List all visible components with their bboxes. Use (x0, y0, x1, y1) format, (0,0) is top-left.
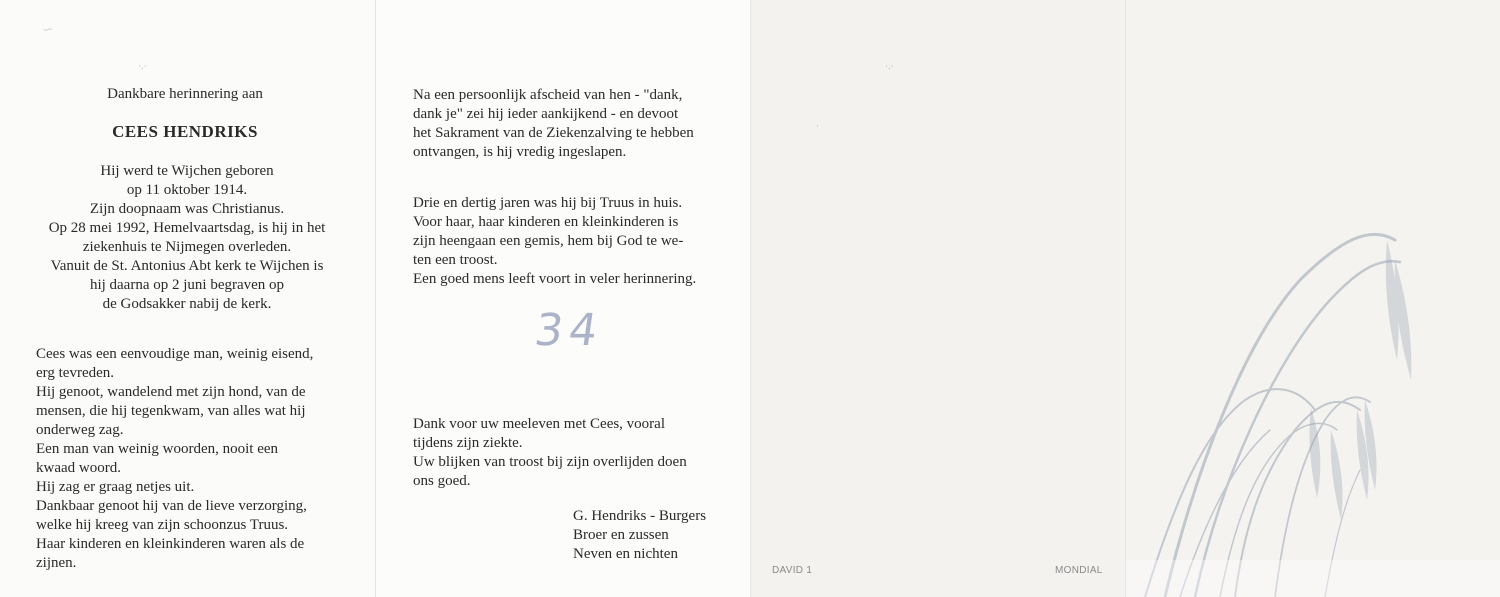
print-code-left: DAVID 1 (772, 565, 813, 576)
character-line: Een man van weinig woorden, nooit een (36, 441, 279, 457)
truus-line: Een goed mens leeft voort in veler herinnering. (413, 271, 697, 287)
fold-line (375, 0, 376, 597)
bio-line: Hij werd te Wijchen geboren (100, 163, 274, 179)
fold-line (750, 0, 751, 597)
character-line: erg tevreden. (36, 365, 115, 381)
speck-mark: ·.· (138, 62, 147, 72)
truus-line: ten een troost. (413, 252, 498, 268)
family-line: Neven en nichten (573, 546, 678, 562)
character-text (36, 345, 336, 573)
farewell-line: dank je" zei hij ieder aankijkend - en devoot (413, 106, 679, 122)
thanks-text (413, 415, 713, 491)
deceased-name: CEES HENDRIKS (112, 122, 258, 141)
bio-line: op 11 oktober 1914. (126, 182, 248, 198)
pencil-mark: ∽ (41, 21, 55, 39)
family-line: Broer en zussen (573, 527, 669, 543)
intro-text: Dankbare herinnering aan (107, 86, 263, 102)
character-line: onderweg zag. (36, 422, 124, 438)
farewell-line: Na een persoonlijk afscheid van hen - "dank, (413, 87, 683, 103)
character-line: mensen, die hij tegenkwam, van alles wat hij (36, 403, 306, 419)
truus-line: Voor haar, haar kinderen en kleinkinderen is (413, 214, 679, 230)
bio-line: hij daarna op 2 juni begraven op (89, 277, 285, 293)
farewell-line: het Sakrament van de Ziekenzalving te hebben (413, 125, 694, 141)
bio-line: Op 28 mei 1992, Hemelvaartsdag, is hij in het (48, 220, 326, 236)
grass-illustration-panel (1125, 0, 1500, 597)
grass-illustration (1125, 0, 1500, 597)
farewell-line: ontvangen, is hij vredig ingeslapen. (413, 144, 627, 160)
character-line: welke hij kreeg van zijn schoonzus Truus. (36, 517, 289, 533)
blank-back-panel (750, 0, 1125, 597)
bio-line: ziekenhuis te Nijmegen overleden. (82, 239, 292, 255)
memorial-middle-panel (375, 0, 750, 597)
thanks-line: tijdens zijn ziekte. (413, 435, 523, 451)
bio-line: de Godsakker nabij de kerk. (102, 296, 272, 312)
fold-line (1125, 0, 1126, 597)
speck-mark: ·.· (885, 62, 894, 72)
family-line: G. Hendriks - Burgers (573, 508, 707, 524)
speck-mark: · (816, 122, 819, 132)
thanks-line: ons goed. (413, 473, 471, 489)
bio-line: Zijn doopnaam was Christianus. (89, 201, 285, 217)
thanks-line: Dank voor uw meeleven met Cees, vooral (413, 416, 666, 432)
biography-text (36, 162, 338, 314)
character-line: Cees was een eenvoudige man, weinig eisend, (36, 346, 314, 362)
bio-line: Vanuit de St. Antonius Abt kerk te Wijchen is (50, 258, 324, 274)
handwritten-number: 34 (531, 305, 607, 356)
character-line: Hij genoot, wandelend met zijn hond, van de (36, 384, 306, 400)
character-line: Hij zag er graag netjes uit. (36, 479, 195, 495)
family-signature (573, 507, 706, 564)
farewell-text (413, 86, 713, 162)
truus-line: Drie en dertig jaren was hij bij Truus in huis. (413, 195, 683, 211)
character-line: zijnen. (36, 555, 77, 571)
character-line: Haar kinderen en kleinkinderen waren als de (36, 536, 305, 552)
character-line: Dankbaar genoot hij van de lieve verzorging, (36, 498, 307, 514)
truus-line: zijn heengaan een gemis, hem bij God te we- (413, 233, 684, 249)
truus-text (413, 194, 713, 289)
thanks-line: Uw blijken van troost bij zijn overlijden doen (413, 454, 687, 470)
print-code-right: MONDIAL (1055, 565, 1103, 576)
character-line: kwaad woord. (36, 460, 121, 476)
memorial-left-panel (0, 0, 375, 597)
